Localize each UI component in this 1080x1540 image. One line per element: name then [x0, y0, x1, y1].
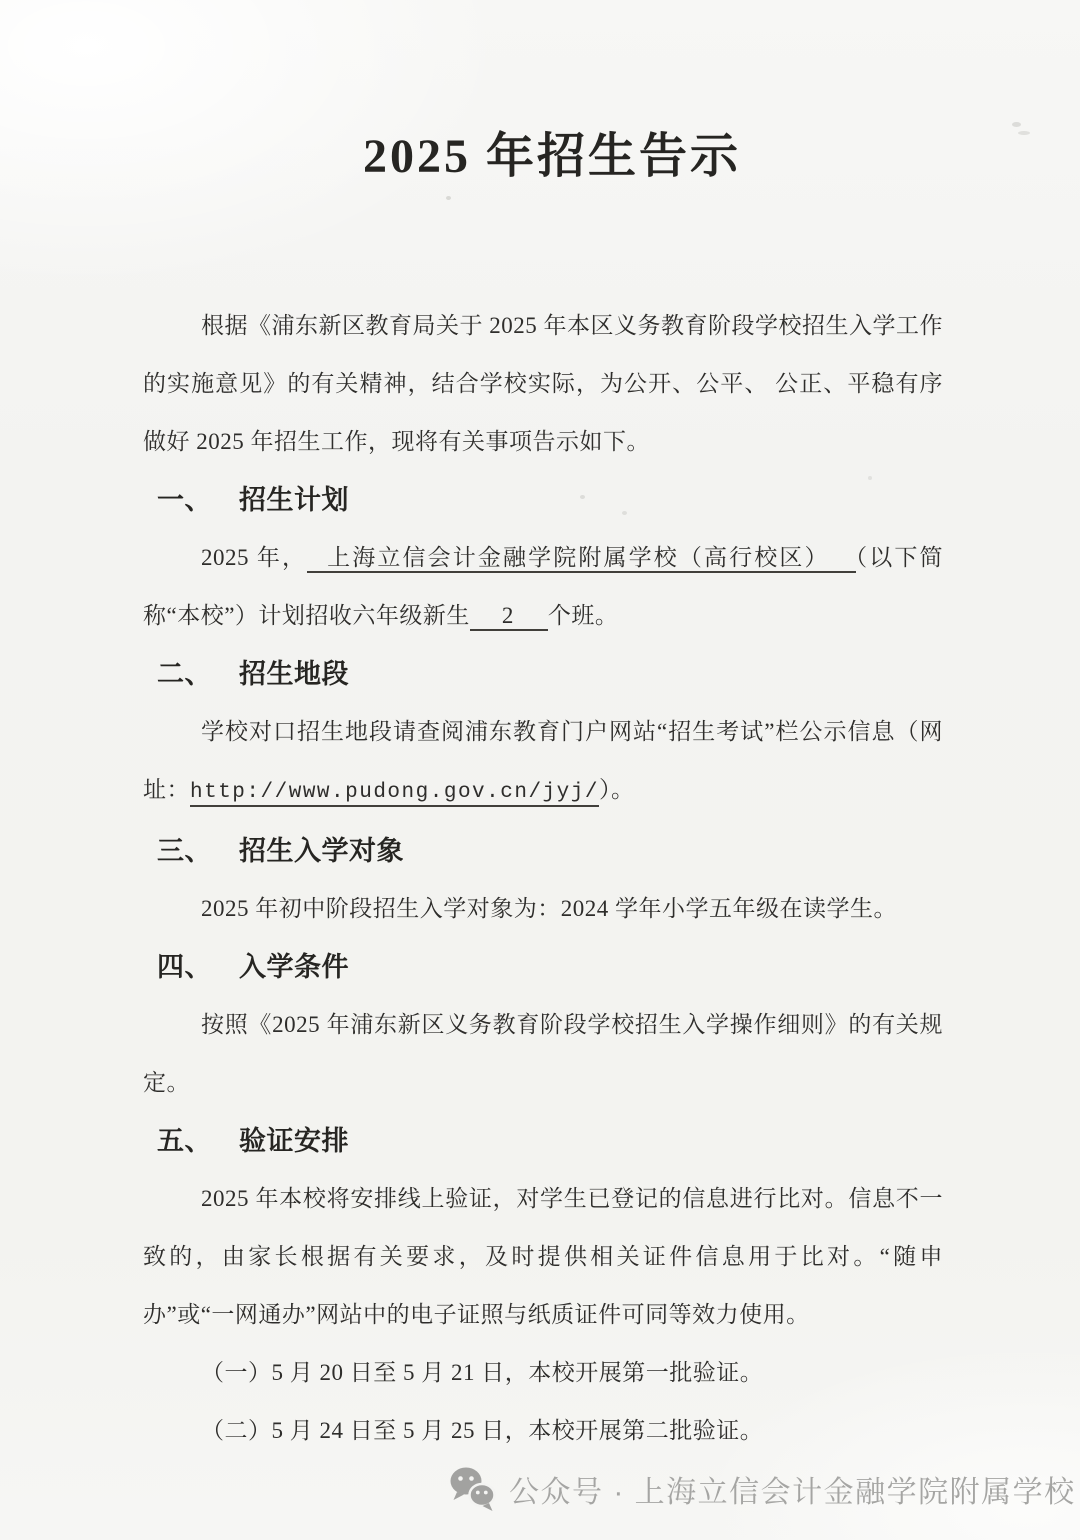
intro-paragraph: 根据《浦东新区教育局关于 2025 年本区义务教育阶段学校招生入学工作的实施意见》的有关精神，结合学校实际，为公开、公平、 公正、平稳有序做好 2025 年招生工作，现将有关事项告示如下。 [143, 313, 944, 454]
class-count-blank: 2 [470, 603, 548, 631]
section-5-number: 五、 [157, 1126, 212, 1156]
section-1-number: 一、 [157, 485, 212, 515]
section-3-number: 三、 [157, 836, 212, 866]
section-1-text-pre: 2025 年， [201, 545, 308, 570]
section-4-number: 四、 [157, 952, 212, 982]
doc-title: 2025 年招生告示 [362, 130, 741, 183]
scan-artifact [868, 476, 872, 480]
section-2-text-pre: 学校对口招生地段请查阅浦东教育门户网站“招生考试”栏公示信息（网址： [143, 719, 943, 802]
section-1-paragraph [143, 529, 943, 645]
section-2-text-post: ）。 [598, 777, 635, 802]
section-1-heading [143, 471, 943, 529]
section-2-number: 二、 [157, 659, 212, 689]
doc-body [143, 297, 943, 1460]
section-2-paragraph [143, 703, 943, 822]
section-5-paragraph: 2025 年本校将安排线上验证，对学生已登记的信息进行比对。信息不一致的，由家长根据有关要求，及时提供相关证件信息用于比对。“随申办”或“一网通办”网站中的电子证照与纸质证件可同等效力使用。 [143, 1186, 943, 1327]
section-4-paragraph: 按照《2025 年浦东新区义务教育阶段学校招生入学操作细则》的有关规定。 [143, 1012, 943, 1095]
wechat-icon [449, 1466, 496, 1512]
section-4-title: 入学条件 [239, 952, 349, 982]
section-2-heading [143, 645, 943, 703]
section-5-item-1: （一）5 月 20 日至 5 月 21 日，本校开展第一批验证。 [201, 1360, 764, 1385]
section-4-heading [143, 938, 943, 996]
section-1-text-post: 个班。 [547, 603, 619, 628]
school-name-blank: 上海立信会计金融学院附属学校（高行校区） [307, 545, 856, 573]
section-5-title: 验证安排 [239, 1126, 349, 1156]
section-1-title: 招生计划 [239, 485, 349, 515]
watermark-footer [449, 1466, 1076, 1512]
section-2-title: 招生地段 [239, 659, 349, 689]
scan-artifact [1018, 131, 1030, 135]
url-link[interactable]: http://www.pudong.gov.cn/jyj/ [190, 781, 599, 807]
watermark-text: 公众号 · 上海立信会计金融学院附属学校 [509, 1476, 1076, 1509]
section-3-title: 招生入学对象 [239, 836, 404, 866]
scan-artifact [1012, 122, 1021, 127]
section-3-heading [143, 822, 943, 880]
section-3-paragraph: 2025 年初中阶段招生入学对象为：2024 学年小学五年级在读学生。 [201, 896, 897, 921]
section-1-text-mid: （以下简称“本校”）计划招收六年级新生 [143, 545, 943, 628]
scan-artifact [622, 511, 627, 515]
scan-artifact [580, 495, 585, 499]
section-5-heading [143, 1112, 943, 1170]
scan-artifact [446, 196, 451, 200]
section-5-item-2: （二）5 月 24 日至 5 月 25 日，本校开展第二批验证。 [201, 1418, 764, 1443]
